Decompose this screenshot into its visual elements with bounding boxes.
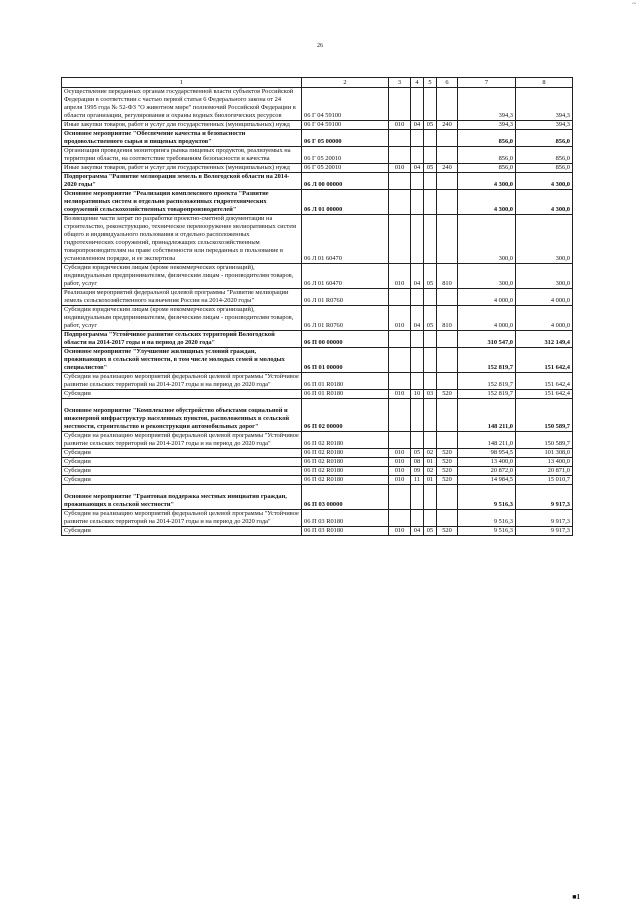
item-name-cell: Осуществление переданных органам государственной власти субъектов Российской Федерации в соответствии с частью первой статьи 6 Федерального закона от 24 апреля 1995 года № 52-ФЗ "О животном мире" полномочий Российской Федерации в области организации, регулирования и охраны водных биологических ресурсов bbox=[62, 88, 302, 121]
table-row bbox=[62, 88, 573, 121]
classification-code-cell: 06 Л 00 00000 bbox=[302, 173, 389, 190]
section-code-cell bbox=[411, 331, 424, 348]
classification-code-cell: 06 Л 01 R0760 bbox=[302, 306, 389, 331]
classification-code-cell: 06 П 01 R0180 bbox=[302, 373, 389, 390]
classification-code-cell: 06 П 02 00000 bbox=[302, 399, 389, 432]
amount-2018-cell: 152 819,7 bbox=[458, 390, 516, 399]
item-name-cell bbox=[62, 485, 302, 510]
amount-2019-cell: 856,0 bbox=[516, 147, 573, 164]
section-code-cell: 11 bbox=[411, 476, 424, 485]
subsection-code-cell bbox=[424, 331, 437, 348]
amount-2019-cell: 394,3 bbox=[516, 121, 573, 130]
classification-code-cell: 06 Л 01 R0760 bbox=[302, 289, 389, 306]
expense-type-cell: 520 bbox=[437, 467, 458, 476]
expense-type-cell: 240 bbox=[437, 121, 458, 130]
table-row bbox=[62, 164, 573, 173]
classification-code-cell: 06 Л 01 60470 bbox=[302, 215, 389, 264]
item-name-cell: Подпрограмма "Развитие мелиорации земель в Вологодской области на 2014-2020 годы" bbox=[62, 173, 302, 190]
table-row bbox=[62, 399, 573, 432]
expense-type-cell bbox=[437, 190, 458, 215]
amount-2019-cell: 150 589,7 bbox=[516, 432, 573, 449]
subsection-code-cell: 01 bbox=[424, 458, 437, 467]
amount-2019-cell: 312 149,4 bbox=[516, 331, 573, 348]
table-row bbox=[62, 390, 573, 399]
ministry-code-cell bbox=[389, 348, 411, 373]
amount-2018-cell: 300,0 bbox=[458, 264, 516, 289]
classification-code-cell: 06 П 03 R0180 bbox=[302, 510, 389, 527]
subsection-code-cell bbox=[424, 485, 437, 510]
classification-code-cell: 06 П 02 R0180 bbox=[302, 432, 389, 449]
header-cell: 7 bbox=[458, 78, 516, 88]
amount-2018-cell: 9 516,3 bbox=[458, 510, 516, 527]
classification-code-cell: 06 П 02 R0180 bbox=[302, 476, 389, 485]
item-name-cell: Основное мероприятие "Реализация комплексного проекта "Развитие мелиоративных систем и отдельно расположенных гидротехнических сооружений сельскохозяйственных товаропроизводителей" bbox=[62, 190, 302, 215]
amount-2019-cell: 20 871,0 bbox=[516, 467, 573, 476]
amount-2018-cell: 152 819,7 bbox=[458, 373, 516, 390]
ministry-code-cell: 010 bbox=[389, 264, 411, 289]
ministry-code-cell bbox=[389, 373, 411, 390]
ministry-code-cell bbox=[389, 173, 411, 190]
ministry-code-cell: 010 bbox=[389, 121, 411, 130]
item-name-cell: Субсидии bbox=[62, 476, 302, 485]
amount-2019-cell: 394,3 bbox=[516, 88, 573, 121]
classification-code-cell: 06 П 03 00000 bbox=[302, 485, 389, 510]
item-name-cell: Возмещение части затрат по разработке проектно-сметной документации на строительство, реконструкцию, техническое перевооружение мелиоративных систем общего и индивидуального пользования и отдельно расположенных гидротехнических сооружений, принадлежащих сельскохозяйственным товаропроизводителям на праве собственности или переданных в пользование в установленном порядке, и ее экспертизы bbox=[62, 215, 302, 264]
section-code-cell: 04 bbox=[411, 264, 424, 289]
table-row bbox=[62, 485, 573, 510]
subsection-code-cell bbox=[424, 88, 437, 121]
section-code-cell bbox=[411, 190, 424, 215]
item-name-cell: Иные закупки товаров, работ и услуг для государственных (муниципальных) нужд bbox=[62, 164, 302, 173]
section-code-cell: 09 bbox=[411, 467, 424, 476]
item-name-cell: Субсидии bbox=[62, 467, 302, 476]
section-code-cell bbox=[411, 348, 424, 373]
header-cell: 1 bbox=[62, 78, 302, 88]
subsection-code-cell bbox=[424, 147, 437, 164]
expense-type-cell: 520 bbox=[437, 390, 458, 399]
ministry-code-cell: 010 bbox=[389, 527, 411, 536]
table-row bbox=[62, 449, 573, 458]
expense-type-cell bbox=[437, 130, 458, 147]
item-name-cell: Субсидии на реализацию мероприятий федеральной целевой программы "Устойчивое развитие сельских территорий на 2014-2017 годы и на период до 2020 года" bbox=[62, 510, 302, 527]
amount-2018-cell: 14 984,5 bbox=[458, 476, 516, 485]
row-spacer bbox=[64, 399, 299, 407]
row-spacer bbox=[64, 485, 299, 493]
expense-type-cell bbox=[437, 348, 458, 373]
expense-type-cell bbox=[437, 373, 458, 390]
classification-code-cell: 06 П 01 R0180 bbox=[302, 390, 389, 399]
amount-2019-cell: 9 917,3 bbox=[516, 527, 573, 536]
classification-code-cell: 06 П 02 R0180 bbox=[302, 467, 389, 476]
amount-2018-cell: 9 516,3 bbox=[458, 485, 516, 510]
expense-type-cell bbox=[437, 289, 458, 306]
item-name-cell: Субсидии юридическим лицам (кроме некоммерческих организаций), индивидуальным предпринимателям, физическим лицам - производителям товаров, работ, услуг bbox=[62, 264, 302, 289]
classification-code-cell: 06 Г 05 00000 bbox=[302, 130, 389, 147]
ministry-code-cell bbox=[389, 289, 411, 306]
subsection-code-cell bbox=[424, 130, 437, 147]
subsection-code-cell: 01 bbox=[424, 476, 437, 485]
classification-code-cell: 06 П 02 R0180 bbox=[302, 449, 389, 458]
table-row bbox=[62, 121, 573, 130]
expense-type-cell bbox=[437, 510, 458, 527]
classification-code-cell: 06 Л 01 60470 bbox=[302, 264, 389, 289]
amount-2018-cell: 4 000,0 bbox=[458, 306, 516, 331]
expense-type-cell bbox=[437, 432, 458, 449]
amount-2019-cell: 4 300,0 bbox=[516, 173, 573, 190]
expense-type-cell: 810 bbox=[437, 306, 458, 331]
ministry-code-cell bbox=[389, 485, 411, 510]
subsection-code-cell bbox=[424, 399, 437, 432]
item-name-cell: Субсидии bbox=[62, 458, 302, 467]
section-code-cell bbox=[411, 173, 424, 190]
section-code-cell bbox=[411, 88, 424, 121]
ministry-code-cell bbox=[389, 432, 411, 449]
page-number: 26 bbox=[317, 43, 323, 49]
item-name-cell: Основное мероприятие "Обеспечение качества и безопасности продовольственного сырья и пищевых продуктов" bbox=[62, 130, 302, 147]
ministry-code-cell bbox=[389, 88, 411, 121]
subsection-code-cell: 03 bbox=[424, 390, 437, 399]
table-row bbox=[62, 476, 573, 485]
classification-code-cell: 06 Л 01 00000 bbox=[302, 190, 389, 215]
expense-type-cell: 520 bbox=[437, 458, 458, 467]
amount-2018-cell: 394,3 bbox=[458, 88, 516, 121]
subsection-code-cell bbox=[424, 190, 437, 215]
header-row bbox=[62, 78, 573, 88]
section-code-cell bbox=[411, 215, 424, 264]
section-code-cell: 04 bbox=[411, 527, 424, 536]
subsection-code-cell bbox=[424, 289, 437, 306]
section-code-cell: 10 bbox=[411, 390, 424, 399]
item-name-text: Основное мероприятие "Грантовая поддержка местных инициатив граждан, проживающих в сельской местности" bbox=[64, 493, 287, 508]
table-row bbox=[62, 510, 573, 527]
section-code-cell: 08 bbox=[411, 458, 424, 467]
ministry-code-cell bbox=[389, 510, 411, 527]
expense-type-cell bbox=[437, 331, 458, 348]
section-code-cell bbox=[411, 373, 424, 390]
section-code-cell bbox=[411, 399, 424, 432]
ministry-code-cell: 010 bbox=[389, 467, 411, 476]
amount-2019-cell: 151 642,4 bbox=[516, 348, 573, 373]
table-row bbox=[62, 458, 573, 467]
subsection-code-cell bbox=[424, 432, 437, 449]
amount-2018-cell: 310 547,0 bbox=[458, 331, 516, 348]
table-body bbox=[62, 88, 573, 536]
amount-2019-cell: 9 917,3 bbox=[516, 510, 573, 527]
header-cell: 6 bbox=[437, 78, 458, 88]
item-name-cell: Иные закупки товаров, работ и услуг для государственных (муниципальных) нужд bbox=[62, 121, 302, 130]
section-code-cell bbox=[411, 289, 424, 306]
budget-table bbox=[61, 77, 573, 536]
subsection-code-cell bbox=[424, 510, 437, 527]
subsection-code-cell: 02 bbox=[424, 449, 437, 458]
amount-2018-cell: 4 300,0 bbox=[458, 190, 516, 215]
section-code-cell: 04 bbox=[411, 121, 424, 130]
section-code-cell bbox=[411, 432, 424, 449]
subsection-code-cell bbox=[424, 373, 437, 390]
table-row bbox=[62, 527, 573, 536]
section-code-cell bbox=[411, 130, 424, 147]
expense-type-cell bbox=[437, 215, 458, 264]
expense-type-cell: 520 bbox=[437, 449, 458, 458]
header-cell: 3 bbox=[389, 78, 411, 88]
table-row bbox=[62, 432, 573, 449]
ministry-code-cell bbox=[389, 190, 411, 215]
item-name-cell bbox=[62, 399, 302, 432]
subsection-code-cell: 05 bbox=[424, 264, 437, 289]
section-code-cell bbox=[411, 510, 424, 527]
amount-2018-cell: 856,0 bbox=[458, 130, 516, 147]
ministry-code-cell bbox=[389, 130, 411, 147]
expense-type-cell bbox=[437, 173, 458, 190]
section-code-cell bbox=[411, 147, 424, 164]
subsection-code-cell bbox=[424, 348, 437, 373]
expense-type-cell: 810 bbox=[437, 264, 458, 289]
table-row bbox=[62, 348, 573, 373]
header-cell: 4 bbox=[411, 78, 424, 88]
amount-2019-cell: 856,0 bbox=[516, 164, 573, 173]
amount-2018-cell: 152 819,7 bbox=[458, 348, 516, 373]
item-name-cell: Организация проведения мониторинга рынка пищевых продуктов, реализуемых на территории области, на соответствие требованиям безопасности и качества bbox=[62, 147, 302, 164]
ministry-code-cell bbox=[389, 215, 411, 264]
item-name-cell: Субсидии юридическим лицам (кроме некоммерческих организаций), индивидуальным предпринимателям, физическим лицам - производителям товаров, работ, услуг bbox=[62, 306, 302, 331]
classification-code-cell: 06 П 02 R0180 bbox=[302, 458, 389, 467]
classification-code-cell: 06 П 01 00000 bbox=[302, 348, 389, 373]
table-row bbox=[62, 467, 573, 476]
expense-type-cell bbox=[437, 147, 458, 164]
amount-2019-cell: 4 300,0 bbox=[516, 190, 573, 215]
item-name-cell: Субсидии bbox=[62, 390, 302, 399]
header-cell: 2 bbox=[302, 78, 389, 88]
amount-2018-cell: 13 400,0 bbox=[458, 458, 516, 467]
amount-2019-cell: 4 000,0 bbox=[516, 306, 573, 331]
ministry-code-cell: 010 bbox=[389, 449, 411, 458]
item-name-text: Основное мероприятие "Комплексное обустройство объектами социальной и инженерной инфраструктур населенных пунктов, расположенных в сельской местности, строительство и реконструкция автомобильных дорог" bbox=[64, 407, 290, 430]
ministry-code-cell: 010 bbox=[389, 476, 411, 485]
section-code-cell: 04 bbox=[411, 164, 424, 173]
classification-code-cell: 06 П 03 R0180 bbox=[302, 527, 389, 536]
table-row bbox=[62, 130, 573, 147]
expense-type-cell: 520 bbox=[437, 476, 458, 485]
table-row bbox=[62, 264, 573, 289]
amount-2018-cell: 856,0 bbox=[458, 147, 516, 164]
amount-2019-cell: 9 917,3 bbox=[516, 485, 573, 510]
table-row bbox=[62, 289, 573, 306]
expense-type-cell: 520 bbox=[437, 527, 458, 536]
expense-type-cell bbox=[437, 399, 458, 432]
amount-2018-cell: 856,0 bbox=[458, 164, 516, 173]
ministry-code-cell: 010 bbox=[389, 164, 411, 173]
item-name-cell: Субсидии на реализацию мероприятий федеральной целевой программы "Устойчивое развитие сельских территорий на 2014-2017 годы и на период до 2020 года" bbox=[62, 432, 302, 449]
table-row bbox=[62, 190, 573, 215]
amount-2019-cell: 150 589,7 bbox=[516, 399, 573, 432]
table-row bbox=[62, 147, 573, 164]
table-row bbox=[62, 373, 573, 390]
amount-2018-cell: 300,0 bbox=[458, 215, 516, 264]
amount-2019-cell: 15 010,7 bbox=[516, 476, 573, 485]
subsection-code-cell: 05 bbox=[424, 164, 437, 173]
classification-code-cell: 06 Г 05 20010 bbox=[302, 147, 389, 164]
ministry-code-cell bbox=[389, 399, 411, 432]
expense-type-cell: 240 bbox=[437, 164, 458, 173]
ministry-code-cell bbox=[389, 147, 411, 164]
amount-2018-cell: 394,3 bbox=[458, 121, 516, 130]
ministry-code-cell: 010 bbox=[389, 390, 411, 399]
amount-2019-cell: 4 000,0 bbox=[516, 289, 573, 306]
ministry-code-cell bbox=[389, 331, 411, 348]
table-row bbox=[62, 173, 573, 190]
subsection-code-cell: 05 bbox=[424, 527, 437, 536]
classification-code-cell: 06 Г 04 59100 bbox=[302, 88, 389, 121]
classification-code-cell: 06 Г 05 20010 bbox=[302, 164, 389, 173]
amount-2019-cell: 151 642,4 bbox=[516, 373, 573, 390]
amount-2019-cell: 13 400,0 bbox=[516, 458, 573, 467]
amount-2018-cell: 20 872,0 bbox=[458, 467, 516, 476]
section-code-cell: 04 bbox=[411, 306, 424, 331]
item-name-cell: Реализация мероприятий федеральной целевой программы "Развитие мелиорации земель сельскохозяйственного назначения России на 2014-2020 годы" bbox=[62, 289, 302, 306]
amount-2019-cell: 300,0 bbox=[516, 215, 573, 264]
amount-2018-cell: 9 516,3 bbox=[458, 527, 516, 536]
expense-type-cell bbox=[437, 485, 458, 510]
subsection-code-cell: 05 bbox=[424, 121, 437, 130]
header-cell: 8 bbox=[516, 78, 573, 88]
section-code-cell bbox=[411, 485, 424, 510]
subsection-code-cell bbox=[424, 173, 437, 190]
corner-mark: ~ bbox=[632, 0, 636, 8]
ministry-code-cell: 010 bbox=[389, 306, 411, 331]
table-row bbox=[62, 306, 573, 331]
classification-code-cell: 06 Г 04 59100 bbox=[302, 121, 389, 130]
footer-mark: ■1 bbox=[572, 893, 580, 901]
amount-2018-cell: 148 211,0 bbox=[458, 399, 516, 432]
amount-2019-cell: 856,0 bbox=[516, 130, 573, 147]
section-code-cell: 05 bbox=[411, 449, 424, 458]
amount-2018-cell: 4 300,0 bbox=[458, 173, 516, 190]
amount-2018-cell: 98 954,5 bbox=[458, 449, 516, 458]
subsection-code-cell: 05 bbox=[424, 306, 437, 331]
table-row bbox=[62, 215, 573, 264]
item-name-cell: Субсидии на реализацию мероприятий федеральной целевой программы "Устойчивое развитие сельских территорий на 2014-2017 годы и на период до 2020 года" bbox=[62, 373, 302, 390]
amount-2018-cell: 4 000,0 bbox=[458, 289, 516, 306]
ministry-code-cell: 010 bbox=[389, 458, 411, 467]
amount-2019-cell: 151 642,4 bbox=[516, 390, 573, 399]
subsection-code-cell: 02 bbox=[424, 467, 437, 476]
amount-2019-cell: 101 308,0 bbox=[516, 449, 573, 458]
amount-2019-cell: 300,0 bbox=[516, 264, 573, 289]
table-row bbox=[62, 331, 573, 348]
header-cell: 5 bbox=[424, 78, 437, 88]
subsection-code-cell bbox=[424, 215, 437, 264]
amount-2018-cell: 148 211,0 bbox=[458, 432, 516, 449]
item-name-cell: Субсидии bbox=[62, 449, 302, 458]
expense-type-cell bbox=[437, 88, 458, 121]
item-name-cell: Основное мероприятие "Улучшение жилищных условий граждан, проживающих в сельской местности, в том числе молодых семей и молодых специалистов" bbox=[62, 348, 302, 373]
item-name-cell: Подпрограмма "Устойчивое развитие сельских территорий Вологодской области на 2014-2017 годы и на период до 2020 года" bbox=[62, 331, 302, 348]
classification-code-cell: 06 П 00 00000 bbox=[302, 331, 389, 348]
item-name-cell: Субсидии bbox=[62, 527, 302, 536]
